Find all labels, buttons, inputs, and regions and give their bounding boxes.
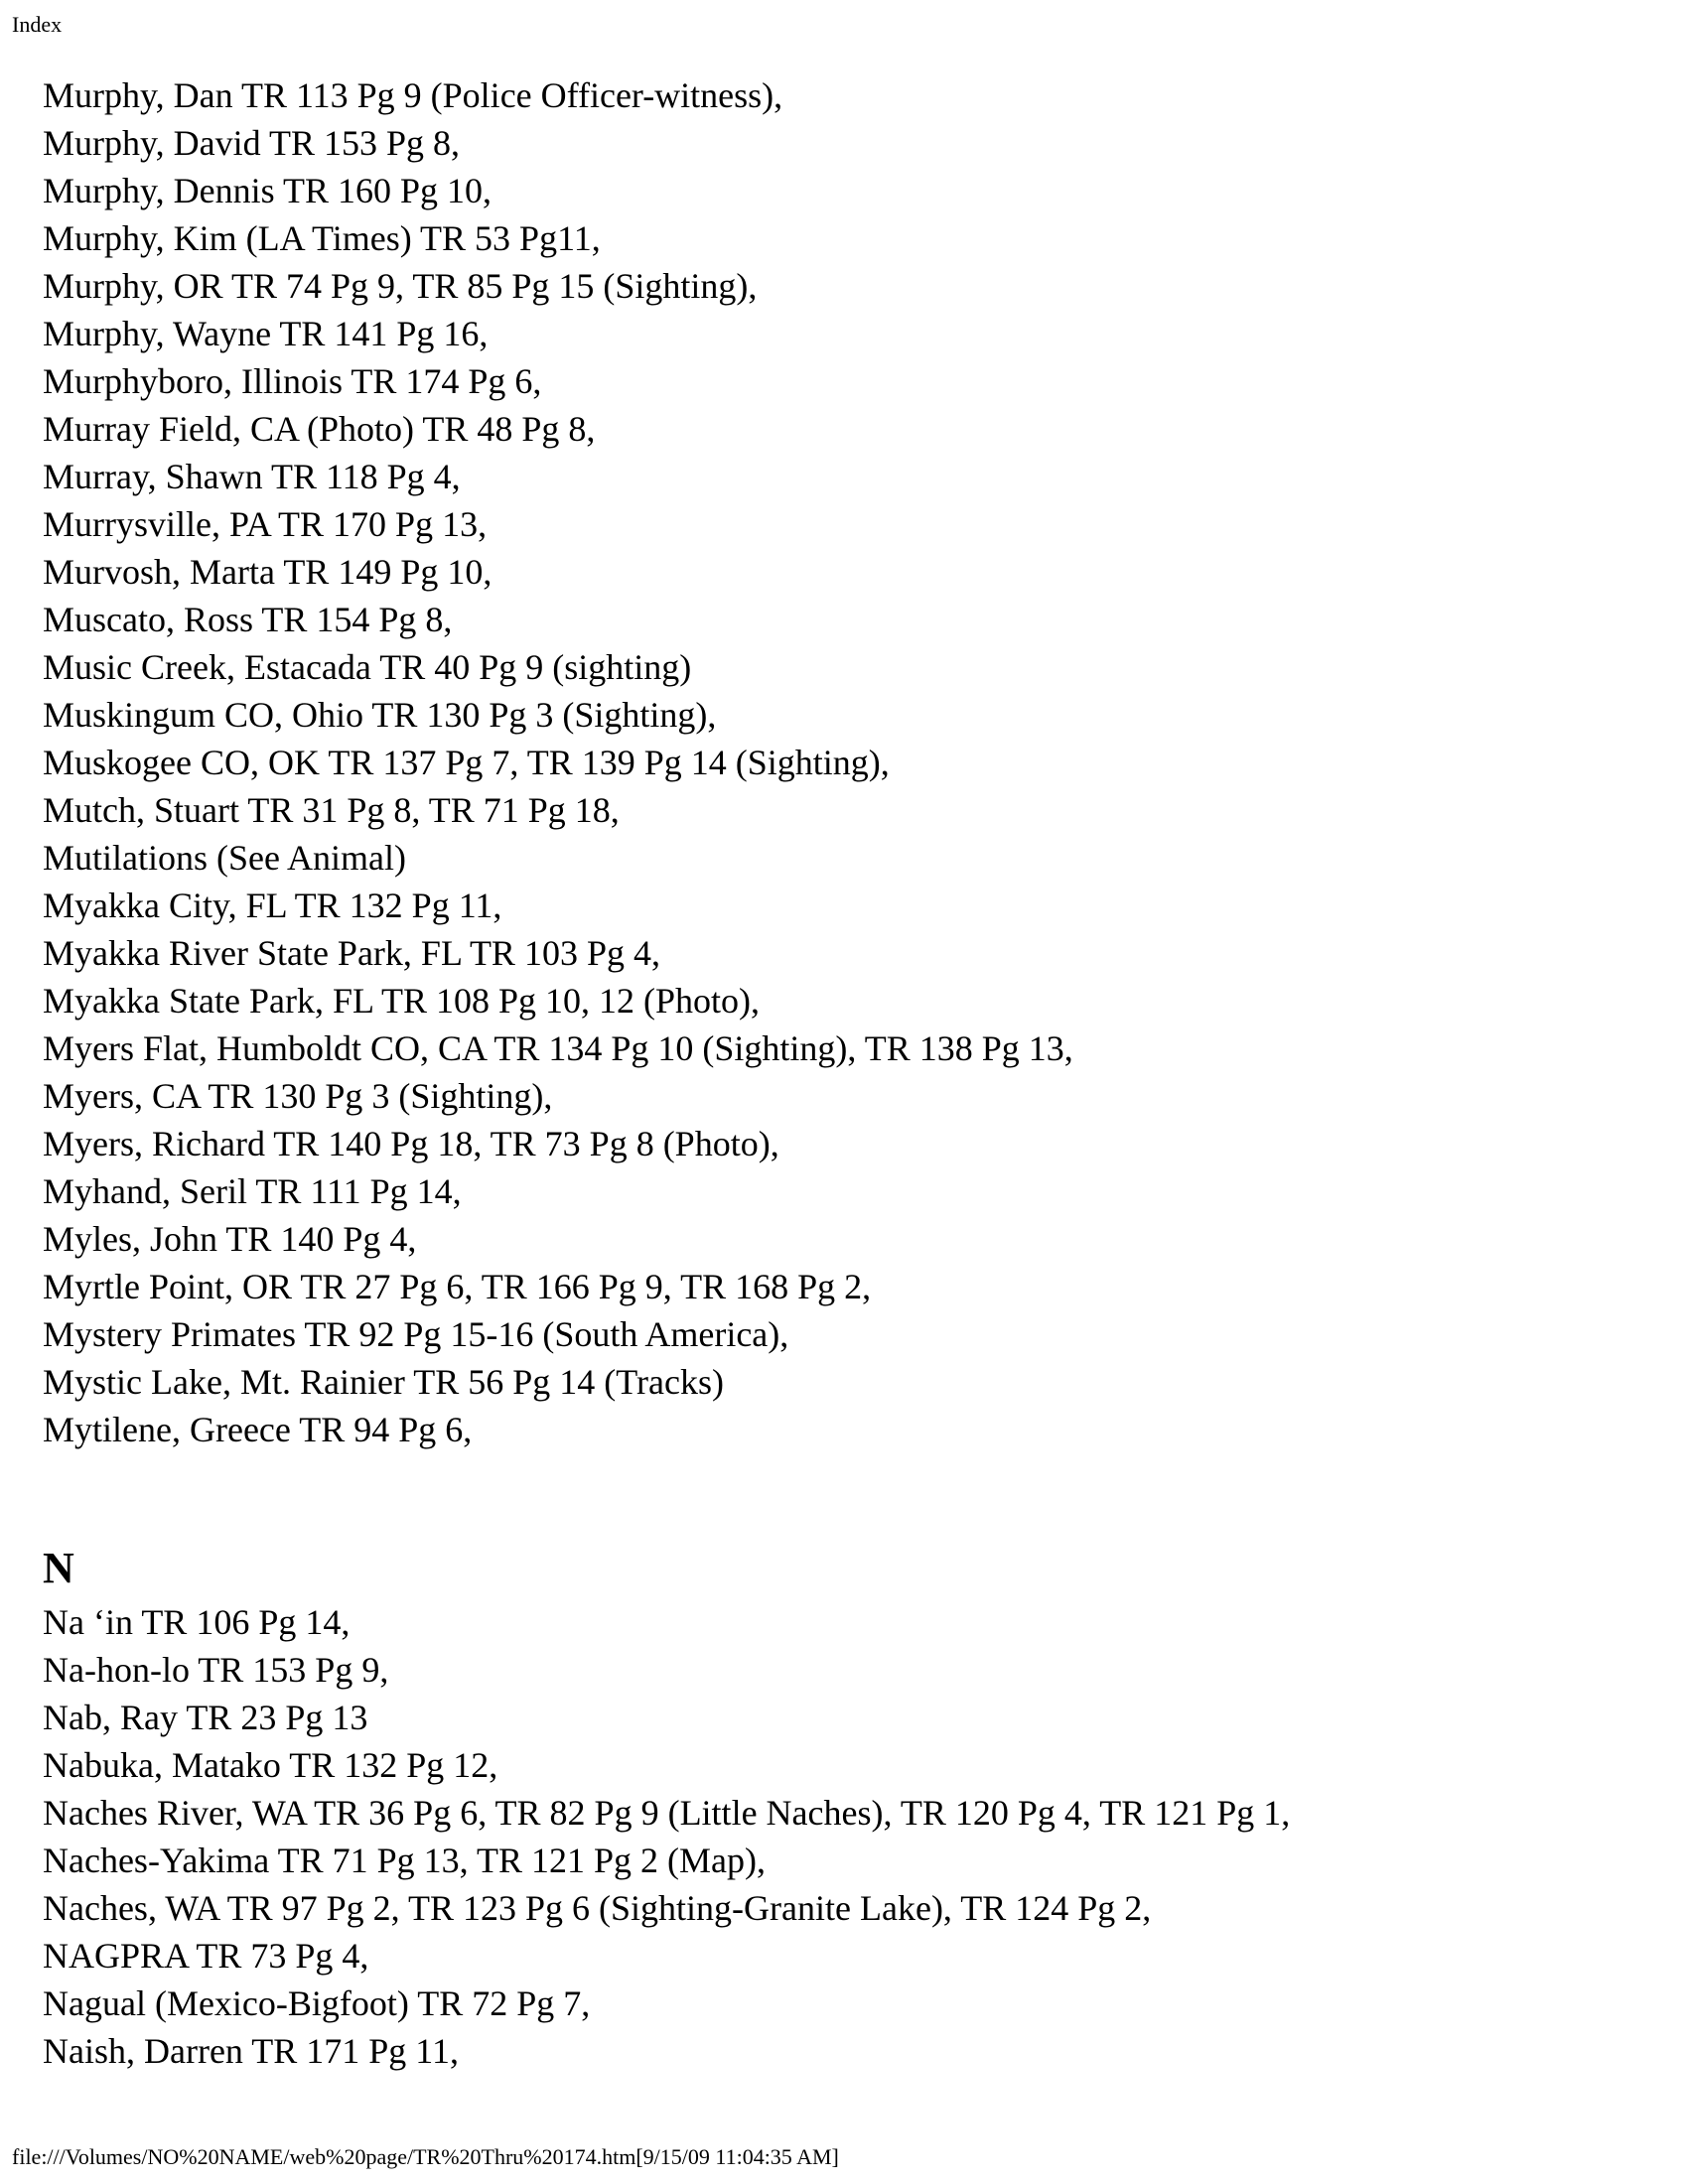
index-entry: Muscato, Ross TR 154 Pg 8, bbox=[43, 600, 453, 639]
index-entry: Mytilene, Greece TR 94 Pg 6, bbox=[43, 1410, 473, 1449]
index-entry: Mutilations (See Animal) bbox=[43, 838, 406, 878]
index-entry: Nabuka, Matako TR 132 Pg 12, bbox=[43, 1745, 498, 1785]
index-entry: Murphy, Dan TR 113 Pg 9 (Police Officer-witness), bbox=[43, 75, 783, 115]
index-entry: Myers Flat, Humboldt CO, CA TR 134 Pg 10 (Sighting), TR 138 Pg 13, bbox=[43, 1028, 1073, 1068]
index-entry: Myles, John TR 140 Pg 4, bbox=[43, 1219, 417, 1259]
index-entry: Murphy, OR TR 74 Pg 9, TR 85 Pg 15 (Sighting), bbox=[43, 266, 758, 306]
index-entry: Myers, Richard TR 140 Pg 18, TR 73 Pg 8 (Photo), bbox=[43, 1124, 779, 1163]
index-entry: Murray Field, CA (Photo) TR 48 Pg 8, bbox=[43, 409, 596, 449]
index-entry: Murphy, David TR 153 Pg 8, bbox=[43, 123, 461, 163]
index-entry: Murrysville, PA TR 170 Pg 13, bbox=[43, 504, 488, 544]
index-entry: Muskogee CO, OK TR 137 Pg 7, TR 139 Pg 14 (Sighting), bbox=[43, 743, 890, 782]
index-entry: Naches-Yakima TR 71 Pg 13, TR 121 Pg 2 (Map), bbox=[43, 1841, 766, 1880]
index-entry: Myakka River State Park, FL TR 103 Pg 4, bbox=[43, 933, 660, 973]
index-entry: Murray, Shawn TR 118 Pg 4, bbox=[43, 457, 461, 496]
index-entry: Myrtle Point, OR TR 27 Pg 6, TR 166 Pg 9, TR 168 Pg 2, bbox=[43, 1267, 872, 1306]
index-entry: Mutch, Stuart TR 31 Pg 8, TR 71 Pg 18, bbox=[43, 790, 620, 830]
section-heading: N bbox=[43, 1544, 74, 1592]
index-entry: Murphy, Dennis TR 160 Pg 10, bbox=[43, 171, 492, 210]
index-entry: Naches, WA TR 97 Pg 2, TR 123 Pg 6 (Sighting-Granite Lake), TR 124 Pg 2, bbox=[43, 1888, 1152, 1928]
index-entry: Nagual (Mexico-Bigfoot) TR 72 Pg 7, bbox=[43, 1983, 591, 2023]
index-entry: Murvosh, Marta TR 149 Pg 10, bbox=[43, 552, 492, 592]
index-entry: Na ‘in TR 106 Pg 14, bbox=[43, 1602, 351, 1642]
index-entry: Murphyboro, Illinois TR 174 Pg 6, bbox=[43, 361, 542, 401]
index-entry: NAGPRA TR 73 Pg 4, bbox=[43, 1936, 369, 1976]
index-entry: Myhand, Seril TR 111 Pg 14, bbox=[43, 1171, 462, 1211]
index-entry: Na-hon-lo TR 153 Pg 9, bbox=[43, 1650, 389, 1690]
index-list-m bbox=[43, 71, 1651, 1453]
index-entry: Music Creek, Estacada TR 40 Pg 9 (sighting) bbox=[43, 647, 692, 687]
index-section-n bbox=[43, 1539, 1651, 2075]
page-header-title: Index bbox=[12, 12, 63, 37]
index-entry: Murphy, Kim (LA Times) TR 53 Pg11, bbox=[43, 218, 601, 258]
index-entry: Mystery Primates TR 92 Pg 15-16 (South America), bbox=[43, 1314, 789, 1354]
index-entry: Murphy, Wayne TR 141 Pg 16, bbox=[43, 314, 489, 353]
index-entry: Myakka State Park, FL TR 108 Pg 10, 12 (Photo), bbox=[43, 981, 760, 1021]
index-entry: Mystic Lake, Mt. Rainier TR 56 Pg 14 (Tracks) bbox=[43, 1362, 724, 1402]
index-entry: Naches River, WA TR 36 Pg 6, TR 82 Pg 9 (Little Naches), TR 120 Pg 4, TR 121 Pg 1, bbox=[43, 1793, 1291, 1833]
index-entry: Naish, Darren TR 171 Pg 11, bbox=[43, 2031, 459, 2071]
index-entry: Myakka City, FL TR 132 Pg 11, bbox=[43, 886, 502, 925]
index-entry: Myers, CA TR 130 Pg 3 (Sighting), bbox=[43, 1076, 553, 1116]
page-footer-url: file:///Volumes/NO%20NAME/web%20page/TR%20Thru%20174.htm[9/15/09 11:04:35 AM] bbox=[12, 2144, 839, 2169]
index-entry: Nab, Ray TR 23 Pg 13 bbox=[43, 1698, 368, 1737]
index-entry: Muskingum CO, Ohio TR 130 Pg 3 (Sighting), bbox=[43, 695, 717, 735]
